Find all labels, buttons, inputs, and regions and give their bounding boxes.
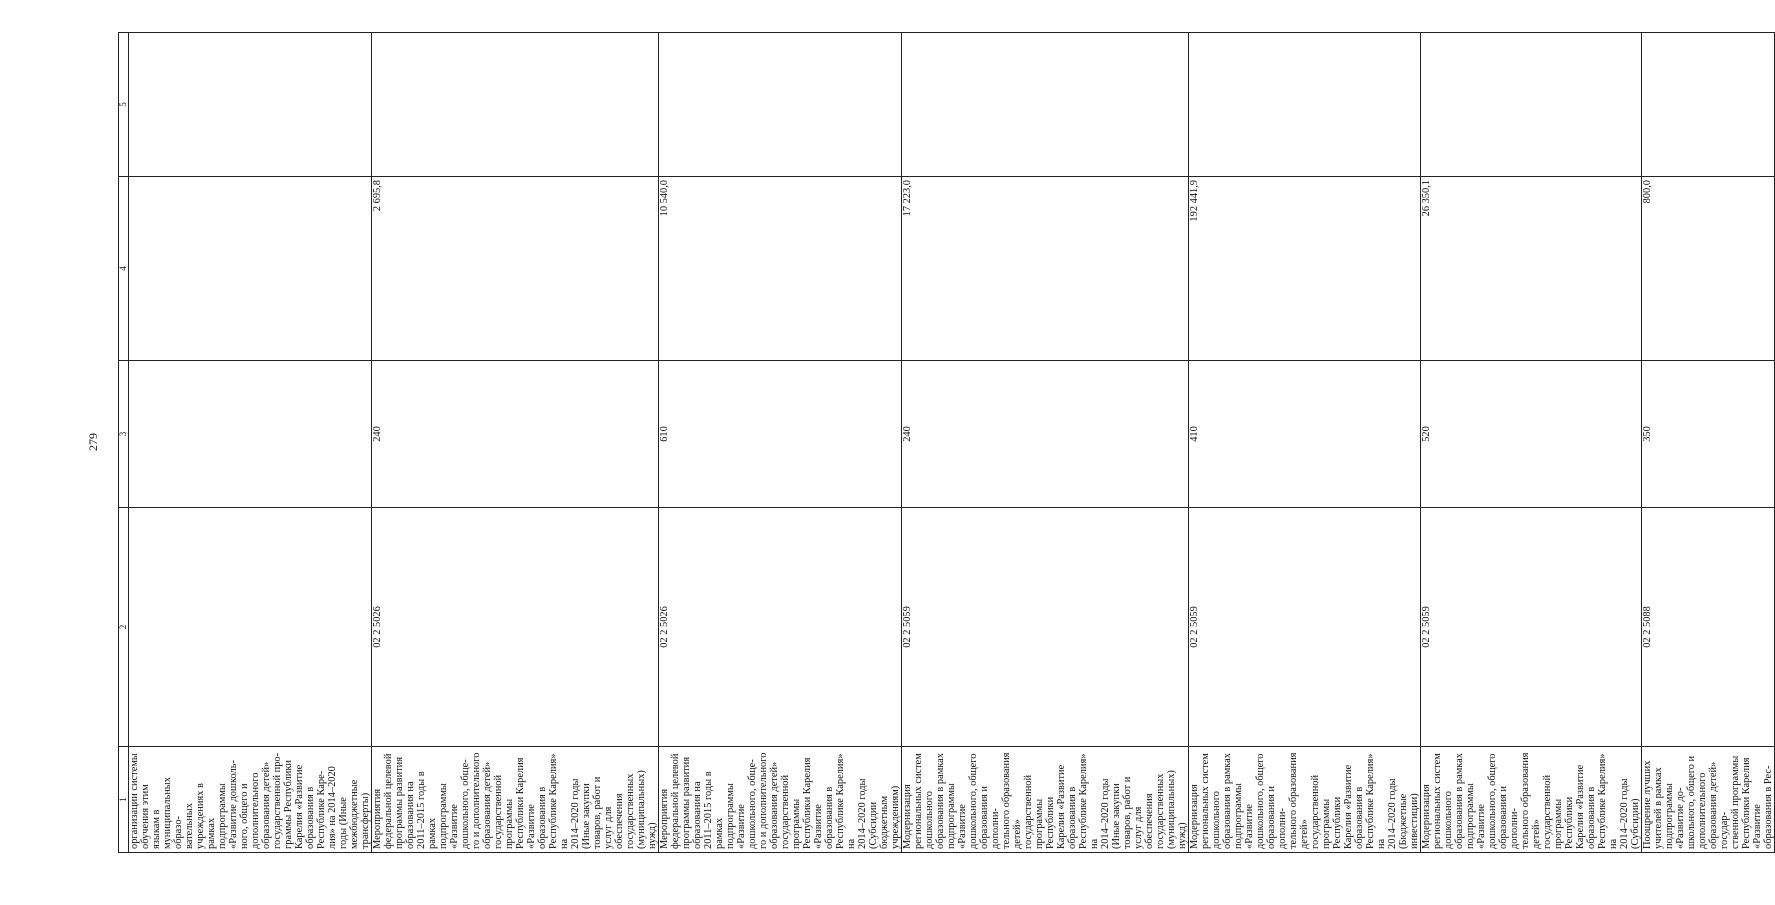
row-empty-cell xyxy=(372,33,659,177)
col-header-5: 5 xyxy=(119,33,129,177)
row-code: 02 2 5059 xyxy=(1189,508,1421,747)
budget-table xyxy=(118,32,1775,853)
row-expense-type: 610 xyxy=(659,361,902,508)
table-row xyxy=(659,33,902,853)
table-row xyxy=(1421,33,1642,853)
row-description: организации системы обучения этим языкам в муниципальных образо- вательных учреждениях в рамках подпрограммы «Развитие дошколь- ного, общего и дополнительного образования детей» государственной про- граммы Республики Карелия «Развитие образования в Республике Каре- лия» на 2014–2020 годы (Иные межбюджетные трансферты) xyxy=(129,747,372,853)
row-empty-cell xyxy=(129,33,372,177)
row-amount xyxy=(129,177,372,361)
table-row xyxy=(372,33,659,853)
row-code: 02 2 5088 xyxy=(1642,508,1775,747)
row-code: 02 2 5026 xyxy=(659,508,902,747)
row-code xyxy=(129,508,372,747)
row-description: Модернизация региональных систем дошкольного образования в рамках подпрограммы «Развитие дошкольного, общего образования и дополни- тельного образования детей» государственной программы Республики Карелия «Развитие образования в Республике Карелия» на 2014–2020 годы (Субсидии) xyxy=(1421,747,1642,853)
row-amount: 2 695,8 xyxy=(372,177,659,361)
row-empty-cell xyxy=(902,33,1189,177)
row-expense-type: 240 xyxy=(372,361,659,508)
row-amount: 26 350,1 xyxy=(1421,177,1642,361)
row-description: Модернизация региональных систем дошкольного образования в рамках подпрограммы «Развитие дошкольного, общего образования и дополни- тельного образования детей» государственной программы Республики Карелия «Развитие образования в Республике Карелия» на 2014–2020 годы (Иные закупки товаров, работ и услуг для обеспечения государственных (муниципальных) нужд) xyxy=(902,747,1189,853)
table-row xyxy=(1189,33,1421,853)
table-header-row xyxy=(119,33,129,853)
row-code: 02 2 5059 xyxy=(1421,508,1642,747)
table-row xyxy=(1642,33,1775,853)
row-empty-cell xyxy=(1189,33,1421,177)
row-code: 02 2 5059 xyxy=(902,508,1189,747)
row-description: Мероприятия федеральной целевой программы развития образования на 2011–2015 годы в рамках подпрограммы «Развитие дошкольного, обще- го и дополнительного образования детей» государственной программы Республики Карелия «Развитие образования в Республике Карелия» на 2014–2020 годы (Субсидии бюджетным учреждениям) xyxy=(659,747,902,853)
row-empty-cell xyxy=(1642,33,1775,177)
row-expense-type xyxy=(129,361,372,508)
table-row xyxy=(902,33,1189,853)
col-header-1: 1 xyxy=(119,747,129,853)
row-amount: 800,0 xyxy=(1642,177,1775,361)
row-expense-type: 410 xyxy=(1189,361,1421,508)
row-amount: 10 540,0 xyxy=(659,177,902,361)
page-number: 279 xyxy=(86,433,100,451)
row-description: Мероприятия федеральной целевой программы развития образования на 2011–2015 годы в рамках подпрограммы «Развитие дошкольного, обще- го и дополнительного образования детей» государственной программы Республики Карелия «Развитие образования в Республике Карелия» на 2014–2020 годы (Иные закупки товаров, работ и услуг для обеспечения государственных (муниципальных) нужд) xyxy=(372,747,659,853)
row-expense-type: 240 xyxy=(902,361,1189,508)
col-header-3: 3 xyxy=(119,361,129,508)
table-row xyxy=(129,33,372,853)
row-expense-type: 350 xyxy=(1642,361,1775,508)
col-header-4: 4 xyxy=(119,177,129,361)
row-amount: 192 441,9 xyxy=(1189,177,1421,361)
row-empty-cell xyxy=(1421,33,1642,177)
row-description: Модернизация региональных систем дошкольного образования в рамках подпрограммы «Развитие дошкольного, общего образования и дополни- тельного образования детей» государственной программы Республики Карелия «Развитие образования в Республике Карелия» на 2014–2020 годы (Бюджетные инвестиции) xyxy=(1189,747,1421,853)
row-empty-cell xyxy=(659,33,902,177)
row-expense-type: 520 xyxy=(1421,361,1642,508)
row-description: Поощрение лучших учителей в рамках подпрограммы «Развитие до- школьного, общего и дополнительного образования детей» государ- ственной программы Республики Карелия «Развитие образования в Рес- xyxy=(1642,747,1775,853)
col-header-2: 2 xyxy=(119,508,129,747)
row-code: 02 2 5026 xyxy=(372,508,659,747)
row-amount: 17 223,0 xyxy=(902,177,1189,361)
